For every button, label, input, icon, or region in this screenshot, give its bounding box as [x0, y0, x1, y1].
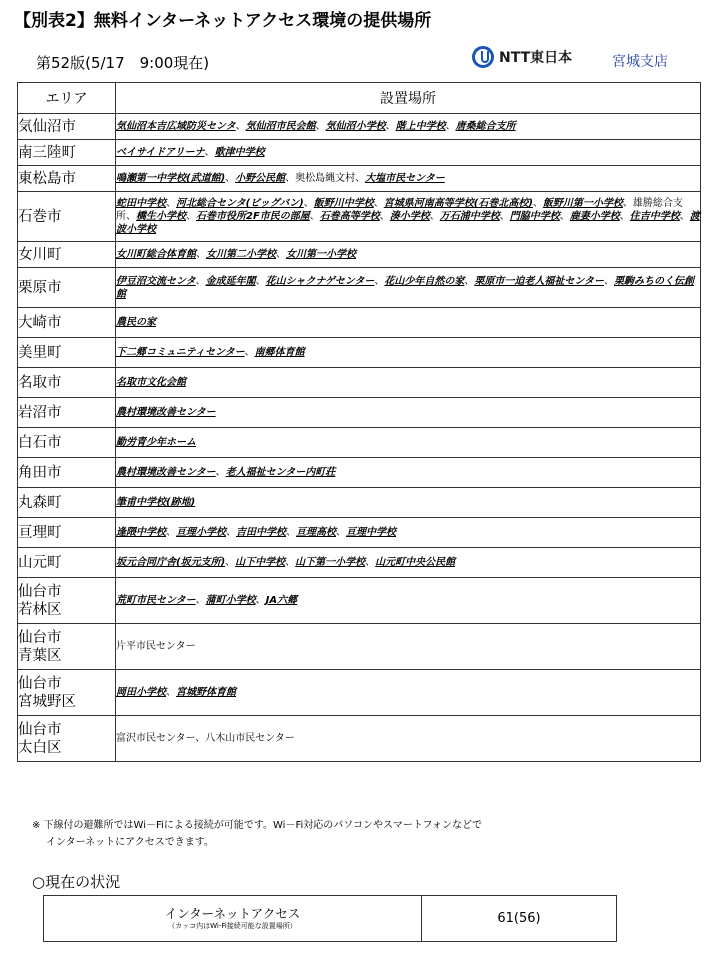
wifi-location: 山下第一小学校: [295, 557, 366, 568]
location-text: 、: [195, 595, 206, 606]
wifi-location: 亘理中学校: [346, 527, 396, 538]
wifi-location: 住吉中学校: [629, 211, 680, 222]
location-text: 、: [429, 211, 440, 222]
location-text: 、: [204, 147, 215, 158]
location-text: 、: [385, 121, 396, 132]
wifi-location: 岡田小学校: [116, 687, 166, 698]
area-cell: 山元町: [18, 548, 116, 578]
area-cell: 石巻市: [18, 192, 116, 242]
location-text: 、: [166, 527, 176, 538]
table-row: [18, 114, 701, 140]
wifi-location: 金成延年閣: [205, 275, 256, 287]
places-cell: [116, 268, 701, 308]
branch-label: 宮城支店: [612, 54, 668, 70]
area-cell: 東松島市: [18, 166, 116, 192]
wifi-location: 坂元合同庁舎(坂元支所): [116, 557, 226, 568]
location-text: 、: [285, 557, 296, 568]
wifi-location: 女川町総合体育館: [116, 249, 196, 260]
location-text: 、: [559, 211, 570, 222]
area-cell: 気仙沼市: [18, 114, 116, 140]
header-area: エリア: [18, 83, 116, 114]
table-body: [18, 114, 701, 762]
wifi-location: 南郷体育館: [254, 347, 305, 358]
wifi-location: 石巻高等学校: [319, 211, 380, 222]
location-text: 、: [499, 211, 510, 222]
location-text: 、: [196, 249, 206, 260]
wifi-location: 花山シャクナゲセンター: [265, 275, 375, 287]
wifi-location: 鳴瀬第一中学校(武道館): [116, 173, 226, 184]
footnote-line-1: ※ 下線付の避難所ではWi－Fiによる接続が可能です。Wi－Fi対応のパソコンやスマートフォンなどで: [32, 820, 483, 831]
area-cell: 女川町: [18, 242, 116, 268]
places-cell: [116, 488, 701, 518]
wifi-location: 橋生小学校: [136, 211, 186, 222]
wifi-location: 亘理高校: [296, 527, 336, 538]
area-cell: 丸森町: [18, 488, 116, 518]
wifi-location: 河北総合センタ(ビッグバン): [176, 198, 304, 209]
location-text: 、: [679, 211, 690, 222]
wifi-location: 万石浦中学校: [439, 211, 500, 222]
location-text: 、: [286, 527, 296, 538]
area-cell: 白石市: [18, 428, 116, 458]
table-row: [18, 670, 701, 716]
location-text: 、: [303, 198, 314, 209]
wifi-location: 山元町中央公民館: [375, 557, 456, 568]
wifi-location: ベイサイドアリーナ: [116, 147, 205, 158]
location-text: 、: [336, 527, 346, 538]
table-row: [18, 398, 701, 428]
location-text: 、: [276, 249, 286, 260]
wifi-location: 農村環境改善センター: [116, 467, 216, 478]
location-text: 、: [226, 527, 236, 538]
places-cell: [116, 578, 701, 624]
logo-text: NTT東日本: [499, 50, 573, 66]
edition-label: 第52版(5/17 9:00現在): [36, 54, 210, 72]
ntt-logo-icon: [472, 46, 494, 68]
table-row: [18, 242, 701, 268]
wifi-location: 気仙沼本吉広域防災センタ: [116, 121, 236, 132]
status-heading: ○現在の状況: [32, 873, 121, 891]
wifi-location: 宮城県河南高等学校(石巻北高校): [383, 198, 533, 209]
wifi-location: JA六郷: [265, 595, 298, 606]
wifi-location: 門脇中学校: [509, 211, 560, 222]
area-cell: 栗原市: [18, 268, 116, 308]
table-row: [18, 140, 701, 166]
location-text: 、: [445, 121, 456, 132]
location-text: 、: [365, 557, 376, 568]
status-table: [43, 895, 617, 942]
location-text: 、: [235, 121, 246, 132]
area-cell: 岩沼市: [18, 398, 116, 428]
location-text: 、: [195, 275, 206, 287]
area-cell: 仙台市 太白区: [18, 716, 116, 762]
area-cell: 美里町: [18, 338, 116, 368]
status-sublabel: （カッコ内はWi-Fi接続可能な設置場所）: [168, 922, 297, 930]
table-row: [18, 488, 701, 518]
wifi-location: 名取市文化会館: [116, 377, 186, 388]
places-cell: [116, 166, 701, 192]
location-text: 、奥松島縄文村、: [285, 173, 366, 184]
location-text: 、: [373, 198, 384, 209]
places-cell: [116, 338, 701, 368]
area-cell: 仙台市 青葉区: [18, 624, 116, 670]
places-cell: [116, 548, 701, 578]
wifi-location: 渡波小学校: [116, 211, 700, 235]
wifi-location: 下二郷コミュニティセンター: [116, 347, 245, 358]
location-text: 、: [225, 557, 236, 568]
wifi-location: 老人福祉センター内町荘: [225, 467, 336, 478]
area-cell: 亘理町: [18, 518, 116, 548]
status-value: 61(56): [422, 896, 617, 942]
wifi-location: 花山少年自然の家: [384, 275, 465, 287]
status-label: インターネットアクセス: [164, 906, 301, 921]
places-cell: [116, 518, 701, 548]
table-row: [18, 428, 701, 458]
document-title: 【別表2】無料インターネットアクセス環境の提供場所: [14, 11, 432, 31]
wifi-location: 農民の家: [116, 317, 156, 328]
places-cell: [116, 624, 701, 670]
wifi-location: 気仙沼市民会館: [245, 121, 316, 132]
places-cell: [116, 428, 701, 458]
wifi-location: 栗駒みちのく伝創館: [116, 275, 695, 300]
location-text: 、: [604, 275, 615, 287]
wifi-location: 農村環境改善センター: [116, 407, 216, 418]
table-row: [18, 308, 701, 338]
places-cell: [116, 368, 701, 398]
wifi-location: 伊豆沼交流センタ: [116, 275, 196, 287]
location-text: 、: [215, 467, 226, 478]
wifi-location: 宮城野体育館: [176, 687, 236, 698]
location-text: 、: [532, 198, 543, 209]
wifi-location: 唐桑総合支所: [455, 121, 516, 132]
places-cell: [116, 114, 701, 140]
wifi-location: 女川第二小学校: [206, 249, 276, 260]
wifi-location: 女川第一小学校: [286, 249, 356, 260]
wifi-location: 亘理小学校: [176, 527, 226, 538]
places-cell: [116, 242, 701, 268]
places-cell: [116, 458, 701, 488]
location-text: 、: [464, 275, 475, 287]
wifi-location: 吉田中学校: [236, 527, 286, 538]
wifi-location: 湊小学校: [389, 211, 430, 222]
wifi-location: 栗原市一迫老人福祉センター: [474, 275, 605, 287]
table-row: [18, 368, 701, 398]
area-cell: 南三陸町: [18, 140, 116, 166]
area-cell: 名取市: [18, 368, 116, 398]
table-row: [18, 166, 701, 192]
header-places: 設置場所: [116, 83, 701, 114]
wifi-location: 鹿妻小学校: [569, 211, 620, 222]
table-row: [18, 716, 701, 762]
wifi-location: 蛇田中学校: [116, 198, 166, 209]
wifi-location: 荒町市民センター: [116, 595, 196, 606]
wifi-location: 逢隈中学校: [116, 527, 166, 538]
location-text: 、: [255, 595, 266, 606]
location-text: 、: [255, 275, 266, 287]
wifi-location: 石巻市役所2F市民の部屋: [196, 211, 310, 222]
places-cell: [116, 670, 701, 716]
area-cell: 角田市: [18, 458, 116, 488]
table-row: [18, 192, 701, 242]
location-text: 、: [619, 211, 630, 222]
footnote-line-2: インターネットにアクセスできます。: [46, 837, 214, 848]
wifi-location: 蒲町小学校: [205, 595, 256, 606]
wifi-location: 大塩市民センター: [365, 173, 445, 184]
table-row: [18, 518, 701, 548]
footnote: [32, 817, 482, 851]
status-row: [44, 896, 617, 942]
wifi-location: 飯野川中学校: [313, 198, 374, 209]
places-cell: [116, 716, 701, 762]
wifi-location: 勤労青少年ホーム: [116, 437, 196, 448]
location-text: 富沢市民センター、八木山市民センター: [116, 733, 295, 744]
status-label-cell: [44, 896, 422, 942]
location-text: 、: [225, 173, 236, 184]
wifi-location: 山下中学校: [235, 557, 286, 568]
places-cell: [116, 308, 701, 338]
area-cell: 仙台市 宮城野区: [18, 670, 116, 716]
area-cell: 大崎市: [18, 308, 116, 338]
area-cell: 仙台市 若林区: [18, 578, 116, 624]
table-row: [18, 624, 701, 670]
ntt-logo: [472, 46, 572, 68]
wifi-location: 小野公民館: [235, 173, 286, 184]
location-text: 、: [244, 347, 255, 358]
location-text: 片平市民センター: [116, 641, 196, 652]
table-row: [18, 338, 701, 368]
location-text: 、: [379, 211, 390, 222]
location-text: 、: [166, 687, 176, 698]
table-row: [18, 268, 701, 308]
table-row: [18, 548, 701, 578]
wifi-location: 飯野川第一小学校: [542, 198, 623, 209]
wifi-location: 歌津中学校: [214, 147, 265, 158]
wifi-location: 階上中学校: [395, 121, 446, 132]
location-text: 、: [374, 275, 385, 287]
places-cell: [116, 398, 701, 428]
table-row: [18, 578, 701, 624]
location-text: 、雄勝総合支所、: [116, 198, 683, 222]
table-header-row: [18, 83, 701, 114]
location-text: 、: [186, 211, 196, 222]
places-cell: [116, 140, 701, 166]
places-cell: [116, 192, 701, 242]
location-text: 、: [309, 211, 320, 222]
table-row: [18, 458, 701, 488]
wifi-location: 気仙沼小学校: [325, 121, 386, 132]
location-text: 、: [166, 198, 176, 209]
location-text: 、: [315, 121, 326, 132]
wifi-location: 筆甫中学校(跡地): [116, 497, 196, 508]
locations-table: [17, 82, 701, 762]
